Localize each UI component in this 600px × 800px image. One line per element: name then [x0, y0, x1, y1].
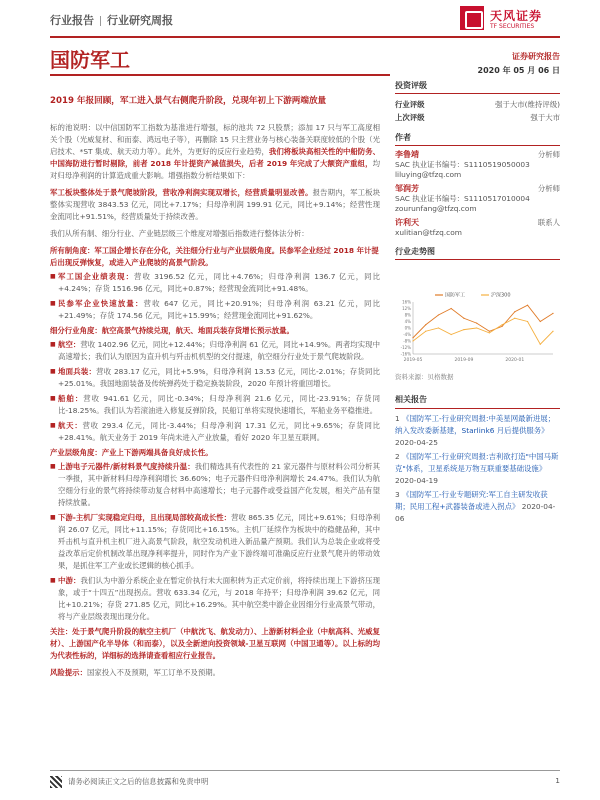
intro-tail: 均对归母净利润的计算造成重大影响。增强指数分析结果如下： [50, 159, 380, 180]
focus-head: 关注： [50, 627, 73, 636]
ownership-heading: 所有制角度：军工国企增长存在分化，关注细分行业与产业层级角度。民参军企业经过 2018 年计提后出现反弹恢复，或进入产业爬坡的高景气阶段。 [50, 246, 379, 267]
trend-chart-svg [395, 290, 560, 370]
sidebar [395, 78, 560, 264]
page-footer [50, 776, 560, 788]
series-point-0 [412, 337, 413, 338]
rating-key: 上次评级 [395, 113, 425, 122]
series-point-0 [438, 314, 439, 315]
author-entry [395, 218, 560, 238]
series-point-0 [451, 308, 452, 309]
series-point-0 [540, 321, 541, 322]
y-tick-label: 12% [402, 306, 411, 311]
author-email: liluying@tfzq.com [395, 170, 462, 179]
rating-row [395, 111, 560, 124]
series-point-1 [463, 329, 464, 330]
method-paragraph: 我们从所有制、细分行业、产业链层级三个维度对增强后指数进行整体法分析： [50, 229, 309, 238]
segment-item [50, 339, 380, 363]
related-link[interactable]: 《国防军工-行业研究周报:吉利欲打造"中国马斯克"体系，卫星系统是万物互联重要基础设施》 [395, 452, 559, 473]
series-point-0 [463, 318, 464, 319]
segment-item-text: 营收 941.61 亿元，同比-0.34%；归母净利润 21.6 亿元，同比-23.91%；存货同比-18.25%。我们认为若滚油进入修复反弹阶段，民船订单将实现快速增长，军船业务平稳推进。 [58, 394, 380, 415]
related-reports [395, 392, 560, 527]
chain-item-head: 下游-主机厂实现稳定归母，且出现局部较高成长性： [58, 513, 232, 522]
segment-item-text: 营收 283.17 亿元，同比+5.9%，归母净利润 13.53 亿元，同比-2.01%；存货同比+25.01%。我国地面装备及传统弹药处于稳定换装阶段，2020 年预计将重回增长。 [58, 367, 380, 388]
segment-list [50, 339, 380, 444]
qr-code-icon [50, 776, 62, 788]
author-entry [395, 184, 560, 214]
page-header [0, 0, 600, 36]
series-point-0 [489, 331, 490, 332]
related-date: 2020-04-25 [395, 438, 438, 447]
series-point-0 [425, 324, 426, 325]
legend-label-1: 沪深300 [491, 292, 511, 299]
segment-item-text: 营收 1402.96 亿元，同比+12.44%；归母净利润 61 亿元，同比+14.9%。两者均实现中高速增长；我们认为原因为直升机与歼击机机型的交付提速，航空细分行业处于景气爬坡阶段。 [58, 340, 380, 361]
summary-text: 报告期内，军工板块整体实现营收 3843.53 亿元，同比+7.17%；归母净利润 199.91 亿元，同比+9.14%；经营性现金流同比+91.51%，经营质量处于持续改善。 [50, 188, 380, 221]
y-tick-label: -8% [403, 338, 411, 344]
series-point-0 [476, 323, 477, 324]
x-tick-label: 2019-09 [454, 358, 474, 363]
author-cert: SAC 执业证书编号：S1110517010004 [395, 194, 530, 203]
series-point-1 [527, 321, 528, 322]
series-point-0 [552, 313, 553, 314]
rating-value: 强于大市 [530, 113, 560, 122]
series-point-1 [552, 331, 553, 332]
series-point-1 [514, 318, 515, 319]
summary-paragraph [50, 187, 380, 223]
legend-label-0: 国防军工 [445, 292, 466, 299]
series-point-1 [501, 324, 502, 325]
chain-list [50, 461, 380, 623]
report-type: 证券研究报告 [512, 52, 560, 61]
series-point-1 [425, 331, 426, 332]
author-role: 分析师 [537, 184, 560, 193]
page-number: 1 [555, 776, 560, 785]
x-tick-label: 2019-05 [403, 358, 423, 363]
x-tick-label: 2020-01 [505, 358, 525, 363]
series-point-0 [527, 305, 528, 306]
ownership-item-head: 军工国企业绩表现： [58, 272, 135, 281]
segment-item-head: 地面兵装： [58, 367, 97, 376]
series-point-0 [514, 311, 515, 312]
y-tick-label: -4% [403, 332, 411, 337]
ownership-item [50, 271, 380, 295]
author-email: zourunfang@tfzq.com [395, 204, 477, 213]
logo-cn-text: 天风证券 [490, 9, 543, 23]
segment-item-head: 航天： [58, 421, 83, 430]
related-date: 2020-04-19 [395, 476, 438, 485]
report-meta [430, 50, 560, 78]
report-date: 2020 年 05 月 06 日 [477, 66, 560, 75]
related-item [395, 489, 560, 525]
related-item [395, 451, 560, 487]
header-divider [50, 36, 560, 38]
trend-chart [395, 290, 560, 370]
chain-item-text: 营收 865.35 亿元，同比+9.61%；归母净利润 26.07 亿元，同比+11.15%；存货同比+16.15%。主机厂延续作为板块中的稳健品种，其中歼击机与直升机主机厂进入高景气阶段，航空发动机进入新品量产预期。我们认为总装企业或将受益改革后定价机制改革出现净利率提升，同时作为产业下游终端可准确反应行业景气爬升的带动效果，是抓住军工产业或长逻辑的核心抓手。 [58, 513, 381, 570]
title-underline [50, 74, 390, 76]
segment-item-head: 船舶： [58, 394, 84, 403]
segment-item [50, 366, 380, 390]
author-list [395, 150, 560, 238]
related-list [395, 413, 560, 525]
author-heading: 作者 [395, 130, 560, 146]
author-role: 联系人 [537, 218, 560, 227]
related-number: 2 [395, 452, 403, 461]
chain-item-head: 中游： [58, 576, 81, 585]
author-cert: SAC 执业证书编号：S1110519050003 [395, 160, 530, 169]
segment-item-head: 航空： [58, 340, 81, 349]
y-tick-label: 4% [404, 319, 411, 324]
segment-item [50, 420, 380, 444]
category-label: 行业报告 [50, 14, 94, 27]
ownership-item-text: 营收 3196.52 亿元，同比+4.76%；归母净利润 136.7 亿元，同比+4.24%；存货 1516.96 亿元，同比+0.87%；经营现金流同比+91.48%。 [58, 272, 380, 293]
related-date: 2020-04-06 [395, 502, 556, 523]
series-point-1 [412, 340, 413, 341]
author-entry [395, 150, 560, 180]
author-role: 分析师 [537, 150, 560, 159]
chain-item [50, 512, 380, 572]
subcategory-label: 行业研究周报 [107, 14, 173, 27]
related-link[interactable]: 《国防军工-行业研究周报:中美星网最新进展；纳入发改委新基建，Starlink6 月后提供服务》 [395, 414, 556, 435]
risk-head: 风险提示： [50, 668, 87, 677]
y-tick-label: 8% [404, 312, 411, 318]
series-line-1 [413, 318, 553, 344]
chain-item [50, 575, 380, 623]
ownership-item [50, 298, 380, 322]
y-tick-label: 0% [404, 325, 411, 331]
chain-item-text: 我们认为中游分系统企业在暂定价执行未大面积转为正式定价前，将持续出现上下游挤压现象，或于“十四五”出现拐点。营收 633.34 亿元，与 2018 年持平；归母净利润 39.62 亿元，同比+10.21%；存货 271.85 亿元，同比+16.29%。其中航空类中游企业因细分行业高景气带动，将与产业层级表现出现分化。 [58, 576, 380, 621]
logo-mark-icon [460, 6, 484, 30]
title-bar [50, 44, 390, 72]
related-number: 3 [395, 490, 403, 499]
chain-item-text: 我们精选具有代表性的 21 家元器件与原材料公司分析其一季报，其中新材料归母净利润增长 36.60%；电子元器件归母净利润增长 24.47%。我们认为航空细分行业的景气将持续带动复合材料中高速增长；电子元器件或受益国产化发展，相关产品有望持续放量。 [58, 462, 381, 507]
chart-heading: 行业走势图 [395, 244, 560, 260]
focus-paragraph [50, 626, 380, 662]
rating-row [395, 98, 560, 111]
series-point-1 [489, 332, 490, 333]
y-tick-label: -16% [400, 351, 411, 357]
category-divider [100, 16, 101, 26]
rating-table [395, 98, 560, 124]
segment-heading: 细分行业角度：航空高景气持续兑现，航天、地面兵装存货增长预示放量。 [50, 326, 294, 335]
risk-paragraph [50, 667, 380, 679]
series-line-0 [413, 305, 553, 338]
segment-item [50, 393, 380, 417]
author-name-row [395, 150, 560, 160]
main-body [50, 122, 380, 684]
footer-divider [50, 770, 560, 771]
rating-key: 行业评级 [395, 100, 425, 109]
ownership-item-head: 民参军企业快速放量： [58, 299, 144, 308]
author-email: xulitian@tfzq.com [395, 228, 462, 237]
summary-bold: 军工板块整体处于景气爬坡阶段，营收净利润实现双增长，经营质量明显改善。 [50, 188, 313, 197]
author-name: 李鲁靖 [395, 150, 419, 159]
rating-value: 强于大市(维持评级) [495, 100, 560, 109]
focus-text: 处于景气爬升阶段的航空主机厂（中航沈飞、航发动力）、上游新材料企业（中航高科、光威复材）、上游国产化半导体（和而泰），以及全新逆向投资领域-卫星互联网（中国卫通等）。以上标的均为代表性标的，详细标的选择请查看相应行业报告。 [50, 627, 380, 660]
report-subtitle: 2019 年报回顾，军工进入景气右侧爬升阶段，兑现年初上下游两端放量 [50, 96, 327, 106]
disclaimer-text: 请务必阅读正文之后的信息披露和免责申明 [68, 777, 209, 786]
logo-en-text: TF SECURITIES [490, 23, 535, 30]
author-name-row [395, 218, 560, 228]
series-point-1 [540, 344, 541, 345]
author-name-row [395, 184, 560, 194]
chain-item [50, 461, 380, 509]
author-name: 许利天 [395, 218, 419, 227]
related-number: 1 [395, 414, 403, 423]
related-item [395, 413, 560, 449]
intro-bold: 我们将板块高相关性的中船防务、中国海防进行暂时剔除，前者 2018 年计提资产减值损失，后者 2019 年完成了大额资产重组， [50, 147, 380, 168]
ownership-list [50, 271, 380, 322]
page-title: 国防军工 [50, 48, 130, 72]
series-point-1 [476, 327, 477, 328]
series-point-1 [438, 327, 439, 328]
y-tick-label: 16% [402, 299, 411, 305]
y-tick-label: -12% [400, 345, 411, 350]
report-category [50, 12, 173, 28]
company-logo [460, 4, 560, 36]
chart-source: 资料来源：贝格数据 [395, 373, 454, 381]
series-point-0 [501, 326, 502, 327]
chain-heading: 产业层级角度：产业上下游两端具备良好成长性。 [50, 448, 213, 457]
segment-item-text: 营收 293.4 亿元，同比-3.44%；归母净利润 17.31 亿元，同比+9.65%；存货同比+28.41%。航天业务于 2019 年尚未进入产业放量，看好 2020 年卫星互联网。 [58, 421, 380, 442]
intro-paragraph [50, 122, 380, 182]
author-name: 邹润芳 [395, 184, 419, 193]
series-point-1 [451, 334, 452, 335]
related-link[interactable]: 《国防军工-行业专题研究:军工自主研发收获期；民用工程+武器装备或进入拐点》 [395, 490, 548, 511]
risk-text: 国家投入不及预期，军工订单不及预期。 [86, 668, 221, 677]
chain-item-head: 上游电子元器件/新材料景气度持续升温： [58, 462, 195, 471]
related-heading: 相关报告 [395, 392, 560, 409]
rating-heading: 投资评级 [395, 78, 560, 94]
intro-text: 标的池说明：以中信国防军工指数为基准进行增强，标的池共 72 只股票；添加 17 只与军工高度相关个股（光威复材、和而泰、鸿远电子等），再删除 15 只主营业务与核心装备关联度较低的个股（光启技术、*ST 集成、航天动力等）。此外，为更好的反应行业趋势， [50, 123, 380, 156]
ownership-item-text: 营收 647 亿元，同比+20.91%；归母净利润 63.21 亿元，同比+21.49%；存货 174.56 亿元，同比+15.99%；经营现金流同比+91.62%。 [58, 299, 380, 320]
